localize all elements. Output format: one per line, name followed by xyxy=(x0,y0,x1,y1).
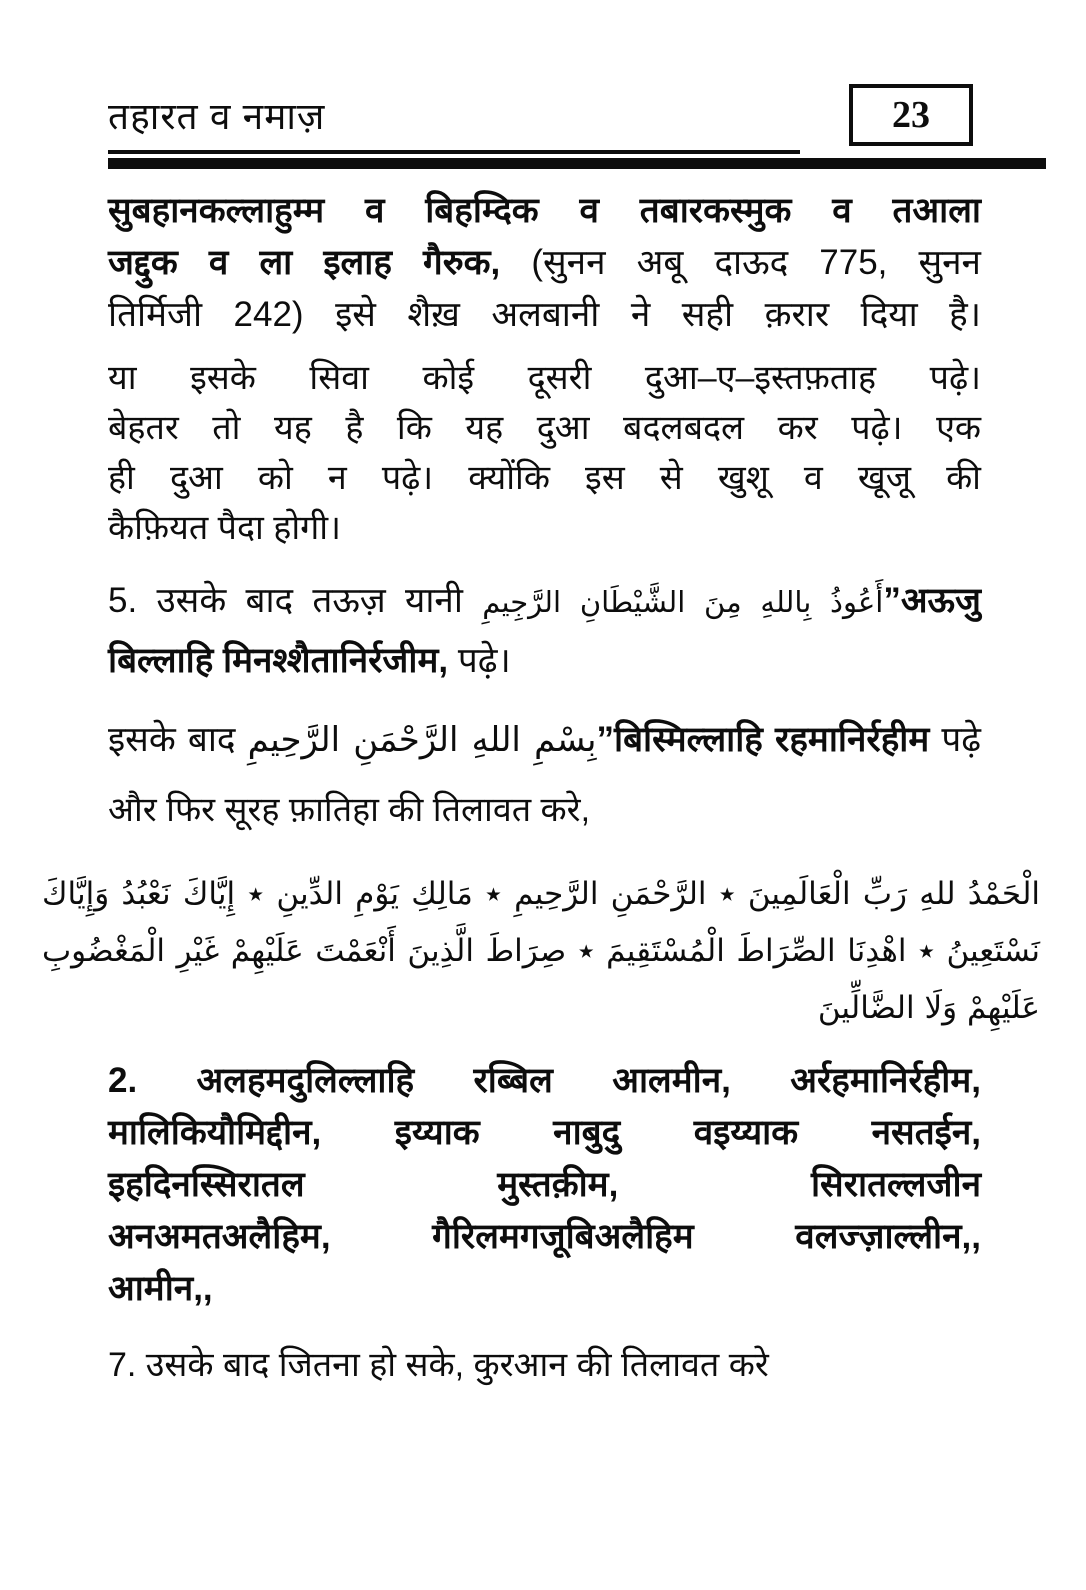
step-7-quran-recitation xyxy=(108,1339,981,1391)
page-number: 23 xyxy=(892,94,930,136)
text-line xyxy=(108,569,981,634)
para-opening-dua xyxy=(108,185,981,341)
text-line: ही दुआ को न पढ़े। क्योंकि इस से खुशू व खूजू की xyxy=(108,459,981,497)
text-line: और फिर सूरह फ़ातिहा की तिलावत करे, xyxy=(108,791,591,829)
header-rule-thin xyxy=(108,150,800,154)
arabic-surah-fatiha xyxy=(42,866,1040,1037)
arabic-verse-line: الْحَمْدُ للهِ رَبِّ الْعَالَمِينَ ٭ الرَّحْمَنِ الرَّحِيمِ ٭ مَالِكِ يَوْمِ الدِّينِ ٭ إِيَّاكَ نَعْبُدُ وَإِيَّاكَ xyxy=(42,876,1040,912)
step-text: पढ़े। xyxy=(457,641,511,680)
para-alternative-dua xyxy=(108,353,981,553)
arabic-taawwuz-text: أَعُوذُ بِاللهِ مِنَ الشَّيْطَانِ الرَّجِيمِ xyxy=(482,585,884,619)
text-line xyxy=(108,698,981,782)
arabic-bismillah-text: بِسْمِ اللهِ الرَّحْمَنِ الرَّحِيمِ xyxy=(247,720,597,760)
bismillah-translit: ”बिस्मिल्लाहि रहमानिर्रहीम xyxy=(596,720,930,759)
text-line: मालिकियौमिद्दीन, इय्याक नाबुदु वइय्याक नसतईन, xyxy=(108,1113,981,1152)
text-line: 2. अलहमदुलिल्लाहि रब्बिल आलमीन, अर्रहमानिर्रहीम, xyxy=(108,1061,981,1100)
para-fatiha-transliteration xyxy=(108,1055,981,1315)
text-line xyxy=(108,634,981,688)
text-line: या इसके सिवा कोई दूसरी दुआ–ए–इस्तफ़ताह पढ़े। xyxy=(108,359,981,397)
step-text: इसके बाद xyxy=(108,720,236,759)
step-5-taawwuz xyxy=(108,569,981,688)
text-line: बेहतर तो यह है कि यह दुआ बदलबदल कर पढ़े। एक xyxy=(108,409,981,447)
fatiha-intro-line xyxy=(108,784,981,836)
taawwuz-translit-start: ”अऊजु xyxy=(883,581,981,620)
step-text: पढ़े xyxy=(941,720,981,759)
page-header xyxy=(0,0,1086,168)
arabic-verse-line: عَلَيْهِمْ وَلَا الضَّالِّينَ xyxy=(817,990,1040,1026)
bismillah-line xyxy=(108,698,981,782)
text-line: कैफ़ियत पैदा होगी। xyxy=(108,509,341,547)
text-line: अनअमतअलैहिम, गैरिलमगजूबिअलैहिम वलज्ज़ाल्लीन,, xyxy=(108,1217,981,1256)
step-number: 5. xyxy=(108,581,138,620)
text-line: सुबहानकल्लाहुम्म व बिहम्दिक व तबारकस्मुक व तआला xyxy=(108,191,981,230)
text-line: तिर्मिजी 242) इसे शैख़ अलबानी ने सही क़रार दिया है। xyxy=(108,295,981,334)
step-text: उसके बाद तऊज़ यानी xyxy=(156,581,463,620)
text-line: आमीन,, xyxy=(108,1269,213,1308)
taawwuz-translit-end: बिल्लाहि मिनश्शैतानिर्रजीम, xyxy=(108,641,449,680)
text-line xyxy=(108,237,981,289)
running-head-title: तहारत व नमाज़ xyxy=(108,96,326,137)
dua-bold-part: जद्दुक व ला इलाह गैरुक, xyxy=(108,243,501,282)
page-number-box xyxy=(849,84,973,146)
text-line: इहदिनस्सिरातल मुस्तक़ीम, सिरातल्लजीन xyxy=(108,1165,981,1204)
hadith-reference-part: (सुनन अबू दाऊद 775, सुनन xyxy=(531,243,981,282)
text-line: 7. उसके बाद जितना हो सके, कुरआन की तिलावत करे xyxy=(108,1346,769,1384)
header-rule-thick xyxy=(108,158,1046,169)
arabic-verse-line: نَسْتَعِينُ ٭ اهْدِنَا الصِّرَاطَ الْمُسْتَقِيمَ ٭ صِرَاطَ الَّذِينَ أَنْعَمْتَ عَلَيْهِمْ غَيْرِ الْمَغْضُوبِ xyxy=(42,933,1040,969)
